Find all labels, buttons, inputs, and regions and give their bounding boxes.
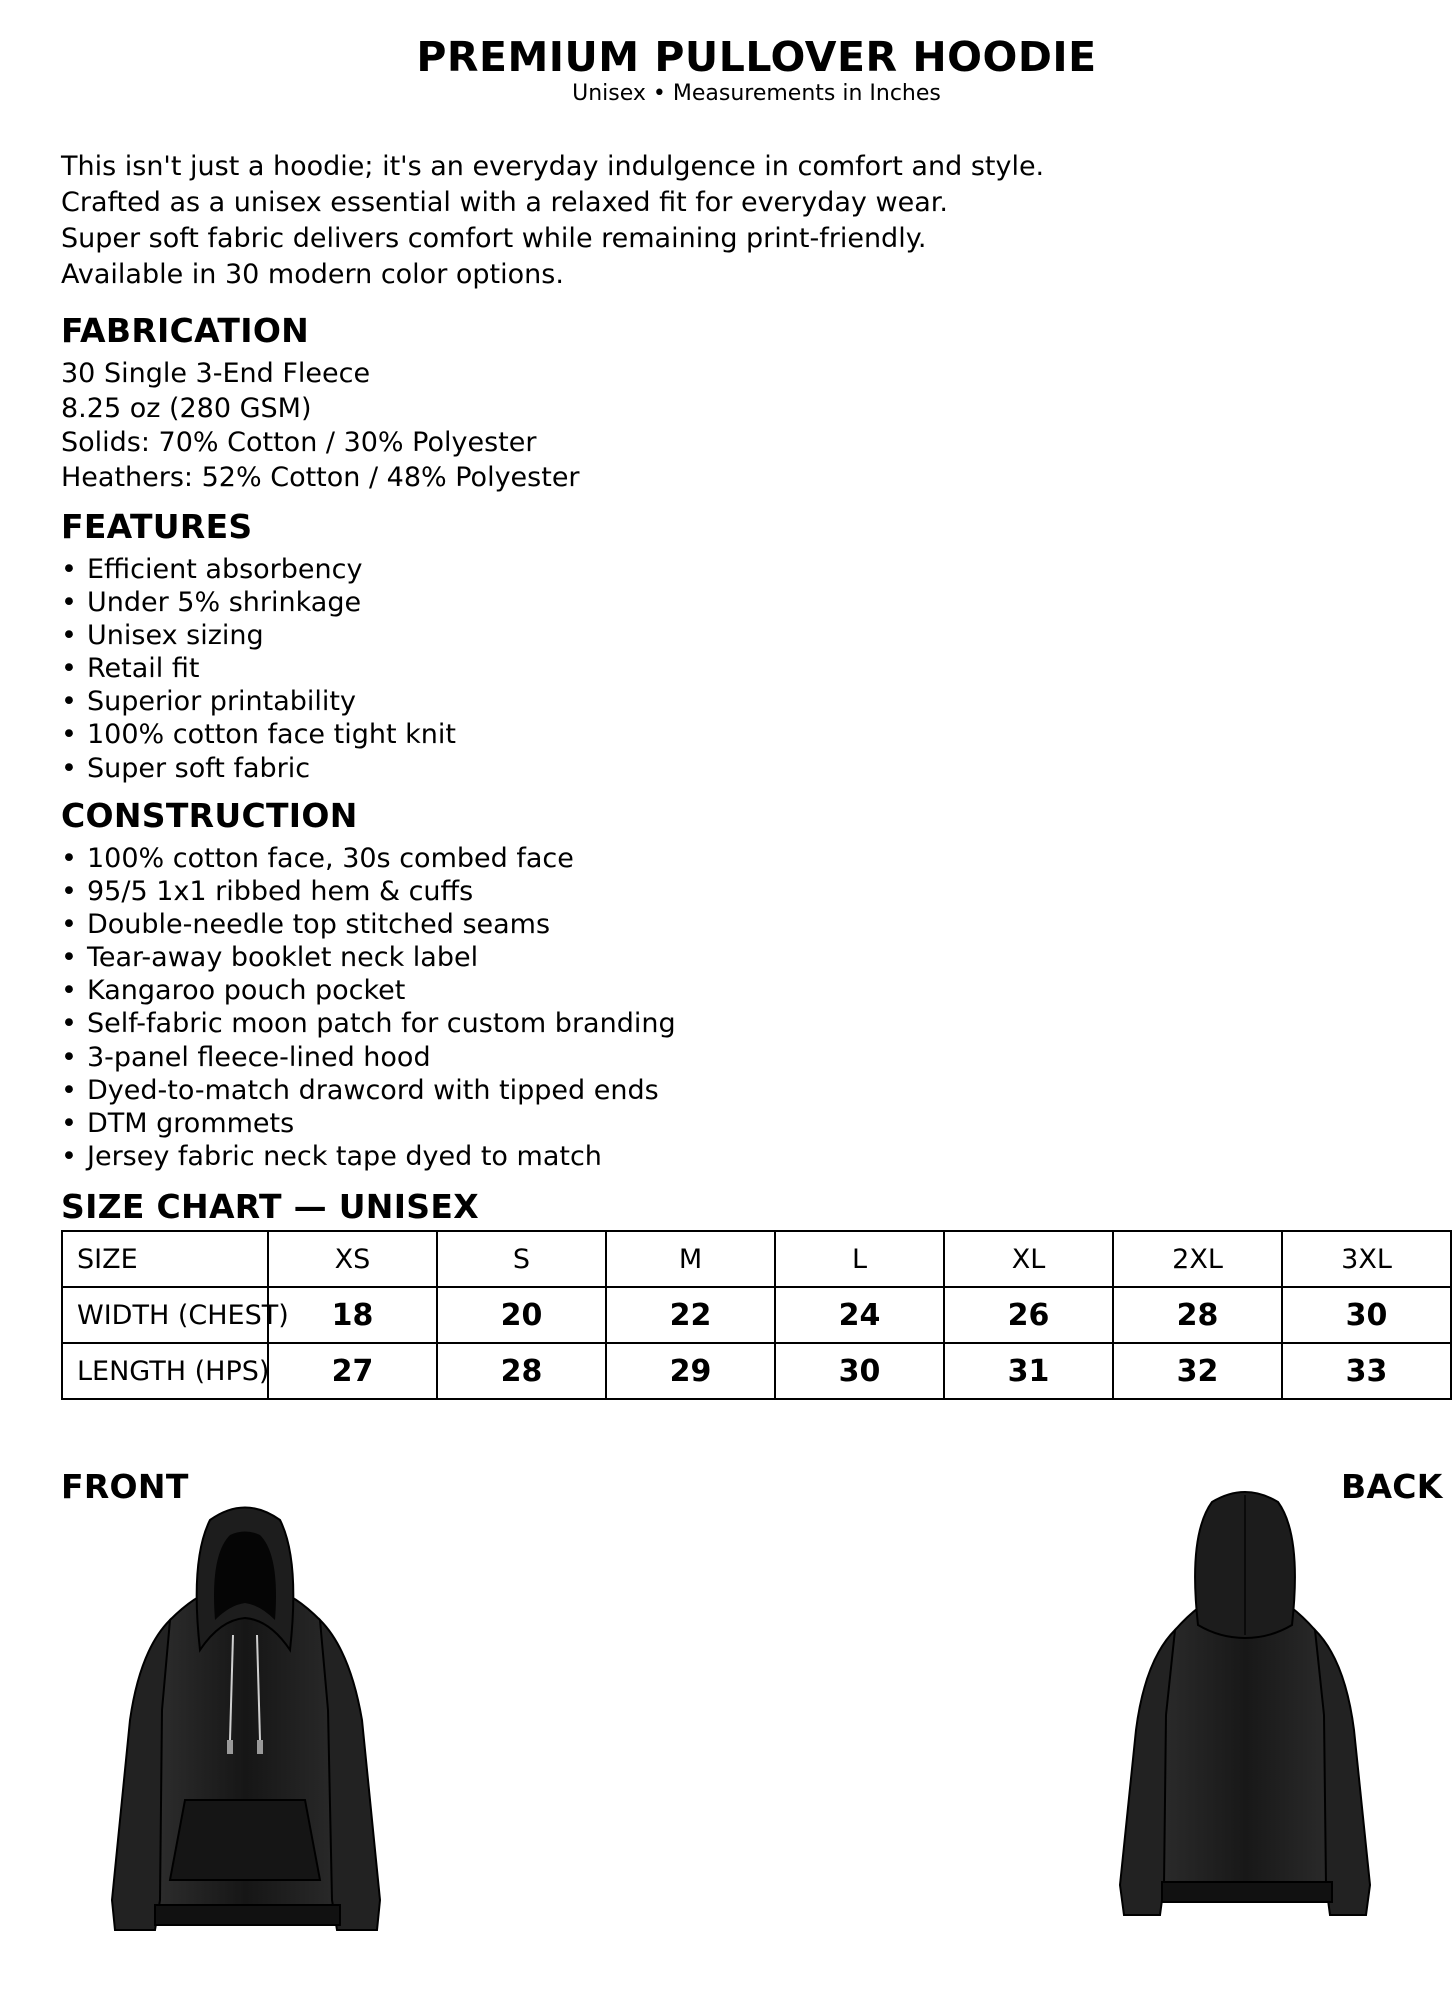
feature-item: • Super soft fabric	[61, 752, 311, 784]
fabrication-line: 8.25 oz (280 GSM)	[61, 392, 312, 424]
fabrication-heading: FABRICATION	[61, 311, 310, 350]
width-value-cell: 28	[1113, 1287, 1282, 1343]
size-header-cell: L	[775, 1231, 944, 1287]
width-value-cell: 30	[1282, 1287, 1451, 1343]
feature-item: • Superior printability	[61, 686, 356, 718]
bullet-icon: •	[61, 620, 77, 652]
features-heading: FEATURES	[61, 507, 253, 546]
fabrication-list	[61, 357, 580, 496]
intro-line: Available in 30 modern color options.	[61, 259, 564, 290]
bullet-icon: •	[61, 1140, 77, 1172]
construction-heading: CONSTRUCTION	[61, 796, 358, 835]
bullet-icon: •	[61, 975, 77, 1007]
length-value-cell: 27	[268, 1343, 437, 1399]
construction-item: • Tear-away booklet neck label	[61, 942, 479, 974]
size-row	[62, 1231, 1451, 1287]
construction-item: • Kangaroo pouch pocket	[61, 975, 406, 1007]
size-header-cell: XL	[944, 1231, 1113, 1287]
bullet-icon: •	[61, 1041, 77, 1073]
size-chart-heading: SIZE CHART — UNISEX	[61, 1187, 479, 1226]
length-value-cell: 32	[1113, 1343, 1282, 1399]
features-list	[61, 553, 456, 785]
size-header-cell: 2XL	[1113, 1231, 1282, 1287]
length-label-cell: LENGTH (HPS)	[62, 1343, 268, 1399]
hoodie-back-image	[1100, 1490, 1390, 1930]
bullet-icon: •	[61, 1074, 77, 1106]
bullet-icon: •	[61, 554, 77, 585]
size-label-cell: SIZE	[62, 1231, 268, 1287]
bullet-icon: •	[61, 876, 77, 908]
hoodie-front-image	[100, 1500, 390, 1940]
width-value-cell: 22	[606, 1287, 775, 1343]
fabrication-line: Solids: 70% Cotton / 30% Polyester	[61, 427, 537, 459]
length-value-cell: 30	[775, 1343, 944, 1399]
width-row	[62, 1287, 1451, 1343]
construction-item: • Dyed-to-match drawcord with tipped ends	[61, 1074, 659, 1106]
fabrication-line: 30 Single 3-End Fleece	[61, 358, 371, 389]
page-title: PREMIUM PULLOVER HOODIE	[416, 33, 1097, 81]
size-header-cell: 3XL	[1282, 1231, 1451, 1287]
bullet-icon: •	[61, 1008, 77, 1040]
bullet-icon: •	[61, 1107, 77, 1139]
feature-item: • Unisex sizing	[61, 620, 264, 652]
size-header-cell: XS	[268, 1231, 437, 1287]
bullet-icon: •	[61, 719, 77, 751]
construction-list	[61, 842, 676, 1173]
construction-item: • Self-fabric moon patch for custom branding	[61, 1008, 676, 1040]
bullet-icon: •	[61, 587, 77, 619]
feature-item: • Under 5% shrinkage	[61, 587, 362, 619]
page-subtitle: Unisex • Measurements in Inches	[572, 81, 941, 106]
length-value-cell: 31	[944, 1343, 1113, 1399]
bullet-icon: •	[61, 653, 77, 685]
fabrication-line: Heathers: 52% Cotton / 48% Polyester	[61, 462, 580, 494]
bullet-icon: •	[61, 843, 77, 874]
feature-item: • Efficient absorbency	[61, 554, 363, 585]
construction-item: • Jersey fabric neck tape dyed to match	[61, 1140, 602, 1172]
back-label: BACK	[1341, 1467, 1443, 1506]
intro-line: Super soft fabric delivers comfort while remaining print-friendly.	[61, 223, 927, 254]
intro-line: This isn't just a hoodie; it's an everyday indulgence in comfort and style.	[61, 151, 1045, 182]
width-label-cell: WIDTH (CHEST)	[62, 1287, 268, 1343]
size-header-cell: M	[606, 1231, 775, 1287]
construction-item: • Double-needle top stitched seams	[61, 909, 551, 941]
construction-item: • 95/5 1x1 ribbed hem & cuffs	[61, 876, 474, 908]
length-row	[62, 1343, 1451, 1399]
feature-item: • Retail fit	[61, 653, 200, 685]
size-header-cell: S	[437, 1231, 606, 1287]
width-value-cell: 18	[268, 1287, 437, 1343]
intro-line: Crafted as a unisex essential with a relaxed fit for everyday wear.	[61, 187, 948, 218]
front-label: FRONT	[61, 1467, 189, 1506]
width-value-cell: 26	[944, 1287, 1113, 1343]
size-chart-table	[61, 1230, 1452, 1400]
length-value-cell: 33	[1282, 1343, 1451, 1399]
bullet-icon: •	[61, 686, 77, 718]
width-value-cell: 20	[437, 1287, 606, 1343]
construction-item: • 100% cotton face, 30s combed face	[61, 843, 574, 874]
bullet-icon: •	[61, 752, 77, 784]
intro-paragraph	[61, 149, 1421, 293]
length-value-cell: 29	[606, 1343, 775, 1399]
construction-item: • DTM grommets	[61, 1107, 295, 1139]
length-value-cell: 28	[437, 1343, 606, 1399]
bullet-icon: •	[61, 909, 77, 941]
construction-item: • 3-panel fleece-lined hood	[61, 1041, 431, 1073]
bullet-icon: •	[61, 942, 77, 974]
width-value-cell: 24	[775, 1287, 944, 1343]
feature-item: • 100% cotton face tight knit	[61, 719, 456, 751]
